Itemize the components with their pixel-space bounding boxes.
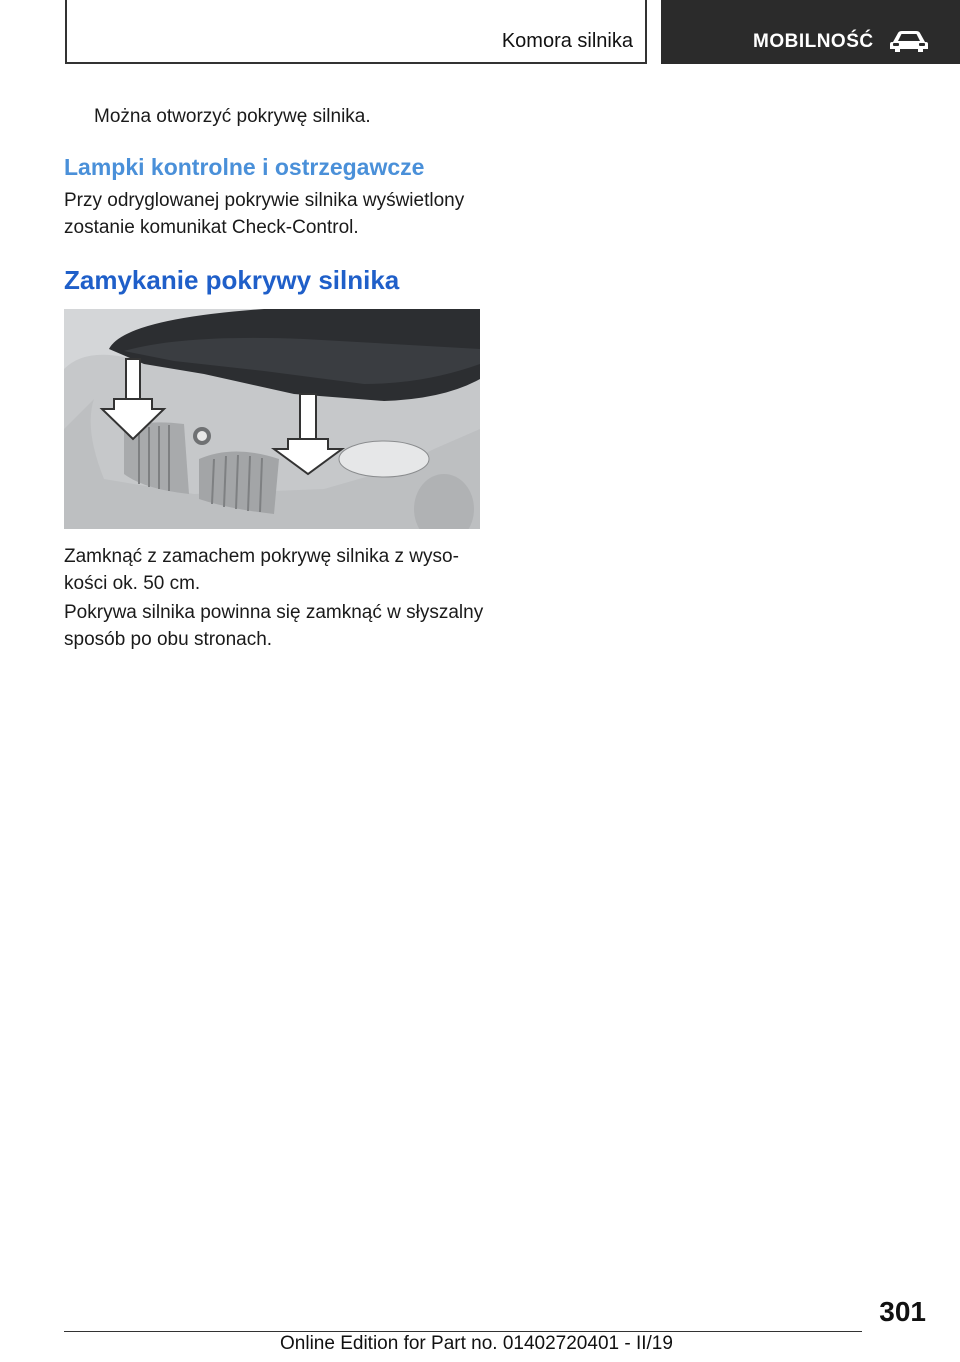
warning-heading: Lampki kontrolne i ostrzegawcze xyxy=(64,154,425,180)
header-section-box xyxy=(65,0,647,64)
chapter-title: MOBILNOŚĆ xyxy=(753,31,874,52)
intro-paragraph xyxy=(64,103,484,130)
closing-text-2: Pokrywa silnika powinna się zamknąć w słyszalny sposób po obu stronach. xyxy=(64,602,484,650)
warning-section xyxy=(64,154,484,181)
closing-section xyxy=(64,265,484,296)
closing-text-1-line-2: kości ok. 50 cm. xyxy=(64,573,201,594)
intro-text: Można otworzyć pokrywę silnika. xyxy=(94,106,371,127)
warning-body xyxy=(64,187,484,241)
footer-edition-text: Online Edition for Part no. 01402720401 - II/19 xyxy=(280,1333,673,1354)
section-title: Komora silnika xyxy=(501,30,633,52)
page-number: 301 xyxy=(879,1296,926,1327)
hood-closing-illustration xyxy=(64,309,480,529)
closing-paragraph-1 xyxy=(64,543,484,597)
closing-paragraph-2 xyxy=(64,599,484,653)
car-icon xyxy=(889,28,929,54)
closing-text-1-line-1: Zamknąć z zamachem pokrywę silnika z wyso- xyxy=(64,546,459,567)
closing-heading: Zamykanie pokrywy silnika xyxy=(64,265,400,295)
footer-divider xyxy=(64,1331,862,1332)
warning-text: Przy odryglowanej pokrywie silnika wyświetlony zostanie komunikat Check-Control. xyxy=(64,190,465,238)
header-chapter-box xyxy=(661,0,960,64)
